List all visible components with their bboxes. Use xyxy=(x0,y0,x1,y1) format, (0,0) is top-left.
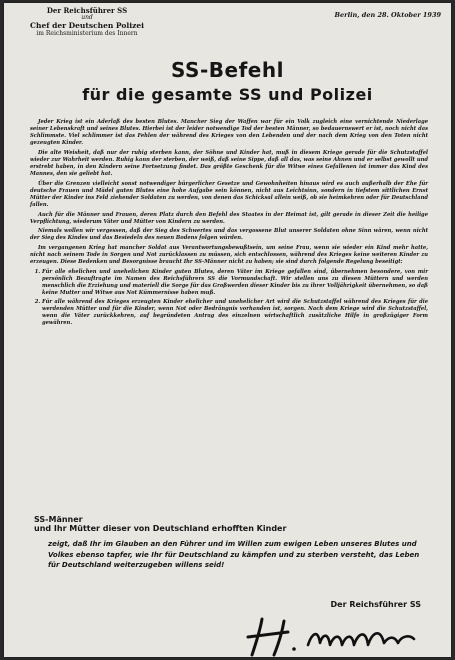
letterhead-line-3: Chef der Deutschen Polizei xyxy=(30,20,144,30)
signature-title: Der Reichsführer SS xyxy=(330,600,421,609)
regulation-list xyxy=(30,269,428,328)
closing-appeal xyxy=(34,515,429,571)
document-date: Berlin, den 28. Oktober 1939 xyxy=(334,11,441,19)
body-paragraph-6: Im vergangenen Krieg hat mancher Soldat aus Verantwortungsbewußtsein, um seine Frau, wenn sie wieder ein Kind mehr hatte, nicht nach seinem Tode in Sorgen und Not zurücklassen zu müssen, sich entschlossen, während des Krieges keine weiteren Kinder zu erzeugen. Diese Bedenken und Besorgnisse braucht Ihr SS-Männer nicht zu haben; sie sind durch folgende Regelung beseitigt: xyxy=(30,245,428,266)
body-paragraph-5: Niemals wollen wir vergessen, daß der Sieg des Schwertes und das vergossene Blut unserer Soldaten ohne Sinn wären, wenn nicht der Sieg des Kindes und das Besiedeln des neuen Bodens folgen würden. xyxy=(30,228,428,242)
regulation-item-2: 2. Für alle während des Krieges erzeugten Kinder ehelicher und unehelicher Art wird die Schutzstaffel während des Krieges für die werdenden Mütter und für die Kinder, wenn Not oder Bedrängnis vorhanden ist, sorgen. Nach dem Kriege wird die Schutzstaffel, wenn die Väter zurückkehren, auf begründeten Antrag des einzelnen wirtschaftlich zusätzliche Hilfe in großzügiger Form gewähren. xyxy=(42,299,428,327)
body-paragraph-3: Über die Grenzen vielleicht sonst notwendiger bürgerlicher Gesetze und Gewohnheiten hinaus wird es auch außerhalb der Ehe für deutsche Frauen und Mädel guten Blutes eine hohe Aufgabe sein können, nicht aus Leichtsinn, sondern in tiefstem sittlichen Ernst Mütter der Kinder ins Feld ziehender Soldaten zu werden, von denen das Schicksal allein weiß, ob sie heimkehren oder für Deutschland fallen. xyxy=(30,180,428,209)
handwritten-signature xyxy=(244,615,434,657)
closing-line-3: zeigt, daß Ihr im Glauben an den Führer und im Willen zum ewigen Leben unseres Blutes und Volkes ebenso tapfer, wie Ihr für Deutschland zu kämpfen und zu sterben versteht, das Leben für Deutschland weiterzugeben willens seid! xyxy=(48,540,420,569)
letterhead-line-1: Der Reichsführer SS xyxy=(46,6,128,15)
document-title: SS-Befehl xyxy=(171,58,284,82)
letterhead-line-4: im Reichsministerium des Innern xyxy=(36,29,138,37)
document-subtitle: für die gesamte SS und Polizei xyxy=(82,85,373,104)
body-paragraph-1: Jeder Krieg ist ein Aderlaß des besten Blutes. Mancher Sieg der Waffen war für ein Volk zugleich eine vernichtende Niederlage seiner Lebenskraft und seines Blutes. Hierbei ist der leider notwendige Tod der besten Männer, so bedauernswert er ist, noch nicht das Schlimmste. Viel schlimmer ist das Fehlen der während des Krieges von den Lebenden und der nach dem Krieg von den Toten nicht gezeugten Kinder. xyxy=(30,119,428,147)
document-page xyxy=(4,3,451,657)
closing-line-2: und Ihr Mütter dieser von Deutschland erhofften Kinder xyxy=(34,524,287,533)
body-paragraph-4: Auch für die Männer und Frauen, deren Platz durch den Befehl des Staates in der Heimat ist, gilt gerade in dieser Zeit die heilige Verpflichtung, wiederum Väter und Mütter von Kindern zu werden. xyxy=(30,211,428,225)
letterhead-line-2: und xyxy=(81,14,93,22)
document-body xyxy=(30,119,428,330)
closing-line-1: SS-Männer xyxy=(34,515,83,524)
body-paragraph-2: Die alte Weisheit, daß nur der ruhig sterben kann, der Söhne und Kinder hat, muß in diesem Kriege gerade für die Schutzstaffel wieder zur Wahrheit werden. Ruhig kann der sterben, der weiß, daß seine Sippe, daß all das, was seine Ahnen und er selbst gewollt und erstrebt haben, in den Kindern seine Fortsetzung findet. Das größte Geschenk für die Witwe eines Gefallenen ist immer das Kind des Mannes, den sie geliebt hat. xyxy=(30,149,428,178)
regulation-item-1: 1. Für alle ehelichen und unehelichen Kinder guten Blutes, deren Väter im Kriege gefallen sind, übernehmen besondere, von mir persönlich Beauftragte im Namen des Reichsführers SS die Vormundschaft. Wir stellen uns zu diesen Müttern und werden menschlich die Erziehung und materiell die Sorge für das Großwerden dieser Kinder bis zu ihrer Volljährigkeit übernehmen, so daß keine Mutter und Witwe aus Not Kümmernisse haben muß. xyxy=(42,269,428,297)
letterhead xyxy=(12,7,162,37)
